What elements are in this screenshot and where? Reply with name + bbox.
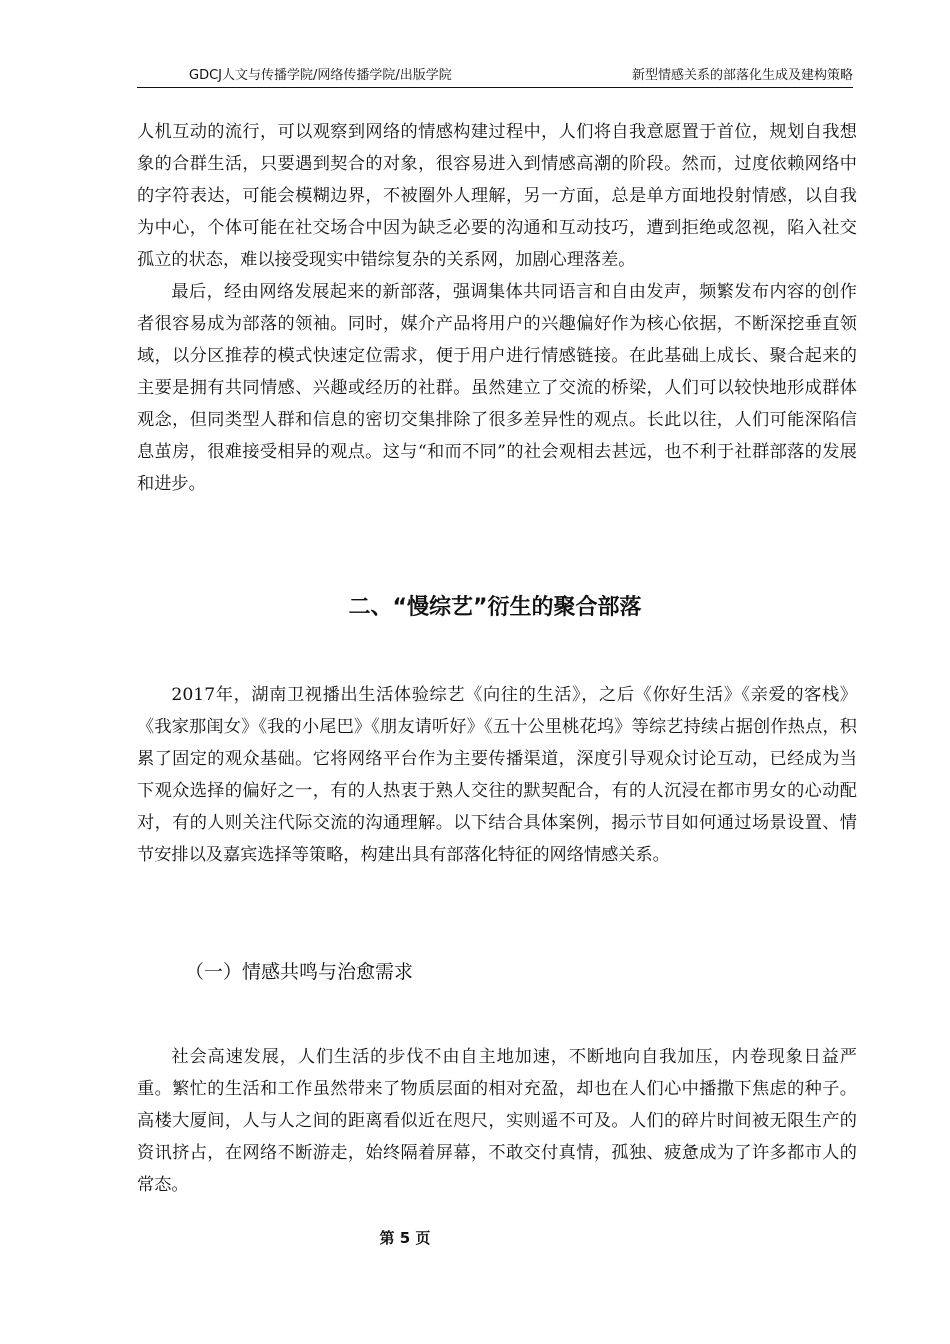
section-heading: 二、“慢综艺”衍生的聚合部落 (348, 595, 642, 620)
top-text-block (137, 116, 857, 500)
paragraph-2017: 2017年，湖南卫视播出生活体验综艺《向往的生活》，之后《你好生活》《亲爱的客栈》《我家那闺女》《我的小尾巴》《朋友请听好》《五十公里桃花坞》等综艺持续占据创作热点，积累了固定的观众基础。它将网络平台作为主要传播渠道，深度引导观众讨论互动，已经成为当下观众选择的偏好之一，有的人热衷于熟人交往的默契配合，有的人沉浸在都市男女的心动配对，有的人则关注代际交流的沟通理解。以下结合具体案例，揭示节目如何通过场景设置、情节安排以及嘉宾选择等策略，构建出具有部落化特征的网络情感关系。 (137, 685, 857, 865)
header-institution: GDCJ人文与传播学院/网络传播学院/出版学院 (189, 68, 452, 83)
paragraph-continued: 人机互动的流行，可以观察到网络的情感构建过程中，人们将自我意愿置于首位，规划自我想象的合群生活，只要遇到契合的对象，很容易进入到情感高潮的阶段。然而，过度依赖网络中的字符表达，可能会模糊边界，不被圈外人理解，另一方面，总是单方面地投射情感，以自我为中心，个体可能在社交场合中因为缺乏必要的沟通和互动技巧，遭到拒绝或忽视，陷入社交孤立的状态，难以接受现实中错综复杂的关系网，加剧心理落差。 (137, 122, 857, 270)
page-number: 第 5 页 (379, 1229, 431, 1247)
header-rule (137, 87, 853, 88)
subsection-heading: （一）情感共鸣与治愈需求 (185, 961, 414, 983)
running-header (137, 66, 853, 86)
paragraph-finally: 最后，经由网络发展起来的新部落，强调集体共同语言和自由发声，频繁发布内容的创作者很容易成为部落的领袖。同时，媒介产品将用户的兴趣偏好作为核心依据，不断深挖垂直领域，以分区推荐的模式快速定位需求，便于用户进行情感链接。在此基础上成长、聚合起来的主要是拥有共同情感、兴趣或经历的社群。虽然建立了交流的桥梁，人们可以较快地形成群体观念，但同类型人群和信息的密切交集排除了很多差异性的观点。长此以往，人们可能深陷信息茧房，很难接受相异的观点。这与“和而不同”的社会观相去甚远，也不利于社群部落的发展和进步。 (137, 282, 857, 494)
paragraph-society: 社会高速发展，人们生活的步伐不由自主地加速，不断地向自我加压，内卷现象日益严重。繁忙的生活和工作虽然带来了物质层面的相对充盈，却也在人们心中播撒下焦虑的种子。高楼大厦间，人与人之间的距离看似近在咫尺，实则遥不可及。人们的碎片时间被无限生产的资讯挤占，在网络不断游走，始终隔着屏幕，不敢交付真情，孤独、疲惫成为了许多都市人的常态。 (137, 1047, 857, 1195)
header-paper-title: 新型情感关系的部落化生成及建构策略 (631, 68, 853, 83)
bottom-text-block (137, 1041, 857, 1201)
middle-text-block (137, 679, 857, 871)
